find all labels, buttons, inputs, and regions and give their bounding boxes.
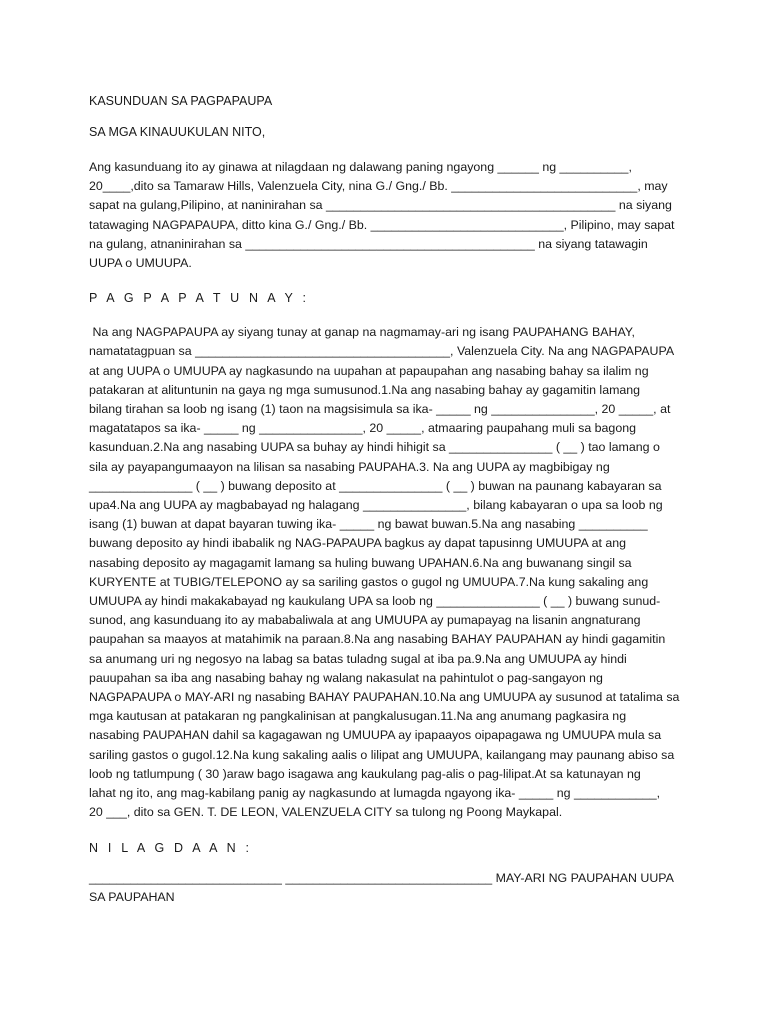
- text-line: nasabing deposito ay magagamit lamang sa huling buwang UPAHAN.6.Na ang buwanang singil sa: [89, 555, 632, 570]
- text-line: UUPA o UMUUPA.: [89, 256, 192, 271]
- text-line: tatawaging NAGPAPAUPA, ditto kina G./ Gng./ Bb. ____________________________, Pilipino, may sapat: [89, 217, 675, 232]
- signature-line: ____________________________ ______________________________ MAY-ARI NG PAUPAHAN UUPA: [89, 870, 674, 885]
- document-title: KASUNDUAN SA PAGPAPAUPA: [89, 94, 273, 108]
- text-line: sunod, ang kasunduang ito ay mababaliwala at ang UMUUPA ay pumapayag na lisanin angnaturang: [89, 613, 641, 628]
- text-line: Ang kasunduang ito ay ginawa at nilagdaan ng dalawang paning ngayong ______ ng __________,: [89, 160, 632, 174]
- text-line: paupahan sa maayos at matahimik na paraan.8.Na ang nasabing BAHAY PAUPAHAN ay hindi gagamitin: [89, 632, 666, 647]
- text-line: pauupahan sa iba ang nasabing bahay ng walang nakasulat na pahintulot o pag-sangayon ng: [89, 670, 603, 685]
- text-line: 20 ___, dito sa GEN. T. DE LEON, VALENZUELA CITY sa tulong ng Poong Maykapal.: [89, 805, 563, 820]
- text-line: namatatagpuan sa _____________________________________, Valenzuela City. Na ang NAGPAPAUPA: [89, 344, 675, 359]
- text-line: 20____,dito sa Tamaraw Hills, Valenzuela City, nina G./ Gng./ Bb. ___________________________, may: [89, 179, 668, 194]
- text-line: na gulang, atnaninirahan sa __________________________________________ na siyang tatawagin: [89, 236, 648, 251]
- text-line: patakaran at alituntunin na gaya ng mga sumusunod.1.Na ang nasabing bahay ay gagamitin lamang: [89, 382, 641, 397]
- text-line: at ang UUPA o UMUUPA ay nagkasundo na uupahan at papaupahan ang nasabing bahay sa ilalim ng: [89, 363, 649, 378]
- text-line: upa4.Na ang UUPA ay magbabayad ng halagang _______________, bilang kabayaran o upa sa loob ng: [89, 498, 663, 513]
- text-line: Na ang NAGPAPAUPA ay siyang tunay at ganap na nagmamay-ari ng isang PAUPAHANG BAHAY,: [89, 325, 635, 340]
- salutation: SA MGA KINAUUKULAN NITO,: [89, 125, 266, 139]
- section-heading-pagpapatunay: P A G P A P A T U N A Y :: [89, 291, 310, 306]
- text-line: _______________ ( __ ) buwang deposito at _______________ ( __ ) buwan na paunang kabayaran sa: [89, 478, 662, 493]
- intro-paragraph: [89, 158, 681, 273]
- text-line: magatatapos sa ika- _____ ng _______________, 20 _____, atmaaring paupahang muli sa bagong: [89, 421, 636, 436]
- text-line: NAGPAPAUPA o MAY-ARI ng nasabing BAHAY PAUPAHAN.10.Na ang UMUUPA ay susunod at tatalima sa: [89, 690, 680, 705]
- section-heading-nilagdaan: N I L A G D A A N :: [89, 840, 253, 855]
- text-line: loob ng tatlumpung ( 30 )araw bago isagawa ang kaukulang pag-alis o pag-lilipat.At sa katunayan ng: [89, 766, 641, 781]
- text-line: sila ay payapangumaayon na lilisan sa nasabing PAUPAHA.3. Na ang UUPA ay magbibigay ng: [89, 459, 610, 474]
- text-line: sapat na gulang,Pilipino, at naninirahan sa __________________________________________ na siyang: [89, 198, 672, 213]
- signature-block: [89, 869, 681, 907]
- text-line: isang (1) buwan at dapat bayaran tuwing ika- _____ ng bawat buwan.5.Na ang nasabing __________: [89, 517, 648, 532]
- text-line: lahat ng ito, ang mag-kabilang panig ay nagkasundo at lumagda ngayong ika- _____ ng ____________,: [89, 786, 661, 801]
- text-line: sariling gastos o gugol.12.Na kung sakaling aalis o lilipat ang UMUUPA, kailangang may paunang abiso sa: [89, 747, 675, 762]
- body-paragraph: [89, 323, 681, 822]
- text-line: mga kautusan at patakaran ng pangkalinisan at pangkalusugan.11.Na ang anumang pagkasira ng: [89, 709, 627, 724]
- text-line: kasunduan.2.Na ang nasabing UUPA sa buhay ay hindi hihigit sa _______________ ( __ ) tao lamang o: [89, 440, 660, 455]
- document-page: [89, 92, 681, 907]
- signature-line: SA PAUPAHAN: [89, 889, 175, 904]
- text-line: sa anumang uri ng negosyo na labag sa batas tuladng sugal at iba pa.9.Na ang UMUUPA ay hindi: [89, 651, 627, 666]
- text-line: buwang deposito ay hindi ibabalik ng NAG-PAPAUPA bagkus ay dapat tapusinng UMUUPA at ang: [89, 536, 627, 551]
- text-line: nasabing PAUPAHAN dahil sa kagagawan ng UMUUPA ay ipapaayos oipapagawa ng UMUUPA mula sa: [89, 728, 662, 743]
- text-line: KURYENTE at TUBIG/TELEPONO ay sa sariling gastos o gugol ng UMUUPA.7.Na kung sakaling ang: [89, 574, 649, 589]
- text-line: bilang tirahan sa loob ng isang (1) taon na magsisimula sa ika- _____ ng _______________, 20 _____, at: [89, 402, 671, 417]
- text-line: UMUUPA ay hindi makakabayad ng kaukulang UPA sa loob ng _______________ ( __ ) buwang sunud-: [89, 594, 661, 609]
